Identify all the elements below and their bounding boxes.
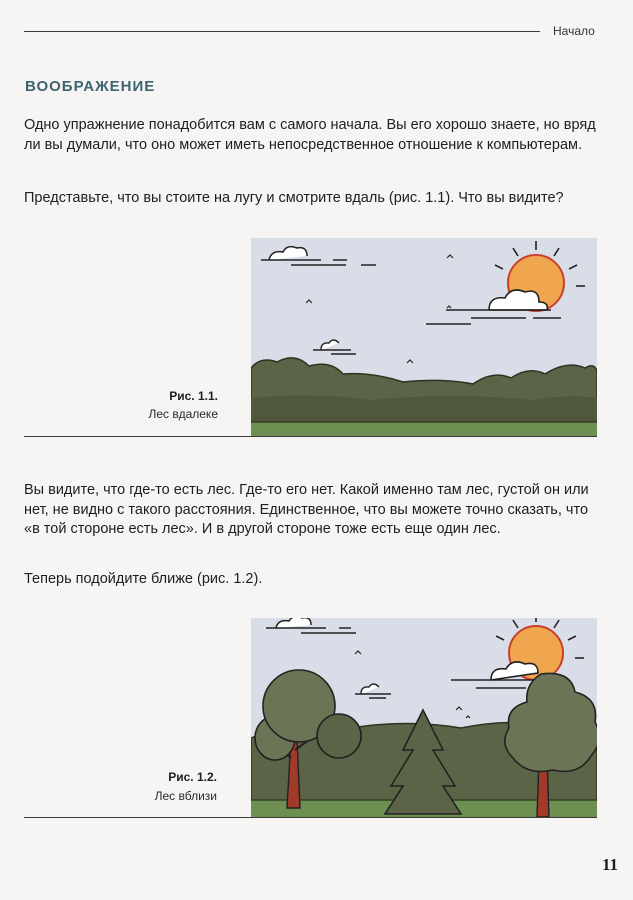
figure-2-rule bbox=[24, 817, 597, 818]
figure-close-forest bbox=[251, 618, 597, 817]
figure-2-caption: Лес вблизи bbox=[154, 789, 217, 803]
figure-1-number: Рис. 1.1. bbox=[169, 389, 218, 403]
figure-distant-forest bbox=[251, 238, 597, 437]
running-header: Начало bbox=[553, 24, 595, 38]
paragraph-3: Вы видите, что где-то есть лес. Где-то его нет. Какой именно там лес, густой он или нет, не видно с такого расстояния. Единственное, что вы можете точно сказать, что «в той стороне есть лес». И в другой стороне тоже есть еще один лес. bbox=[24, 482, 589, 537]
figure-2-number: Рис. 1.2. bbox=[168, 770, 217, 784]
section-heading: ВООБРАЖЕНИЕ bbox=[25, 78, 156, 95]
page-number: 11 bbox=[602, 855, 619, 874]
figure-1-rule bbox=[24, 436, 597, 437]
paragraph-1: Одно упражнение понадобится вам с самого начала. Вы его хорошо знаете, но вряд ли вы думали, что оно может иметь непосредственное отношение к компьютерам. bbox=[24, 117, 596, 153]
figure-1-caption: Лес вдалеке bbox=[148, 407, 218, 421]
paragraph-2: Представьте, что вы стоите на лугу и смотрите вдаль (рис. 1.1). Что вы видите? bbox=[24, 190, 564, 206]
paragraph-4: Теперь подойдите ближе (рис. 1.2). bbox=[24, 571, 263, 587]
header-rule bbox=[24, 31, 540, 32]
